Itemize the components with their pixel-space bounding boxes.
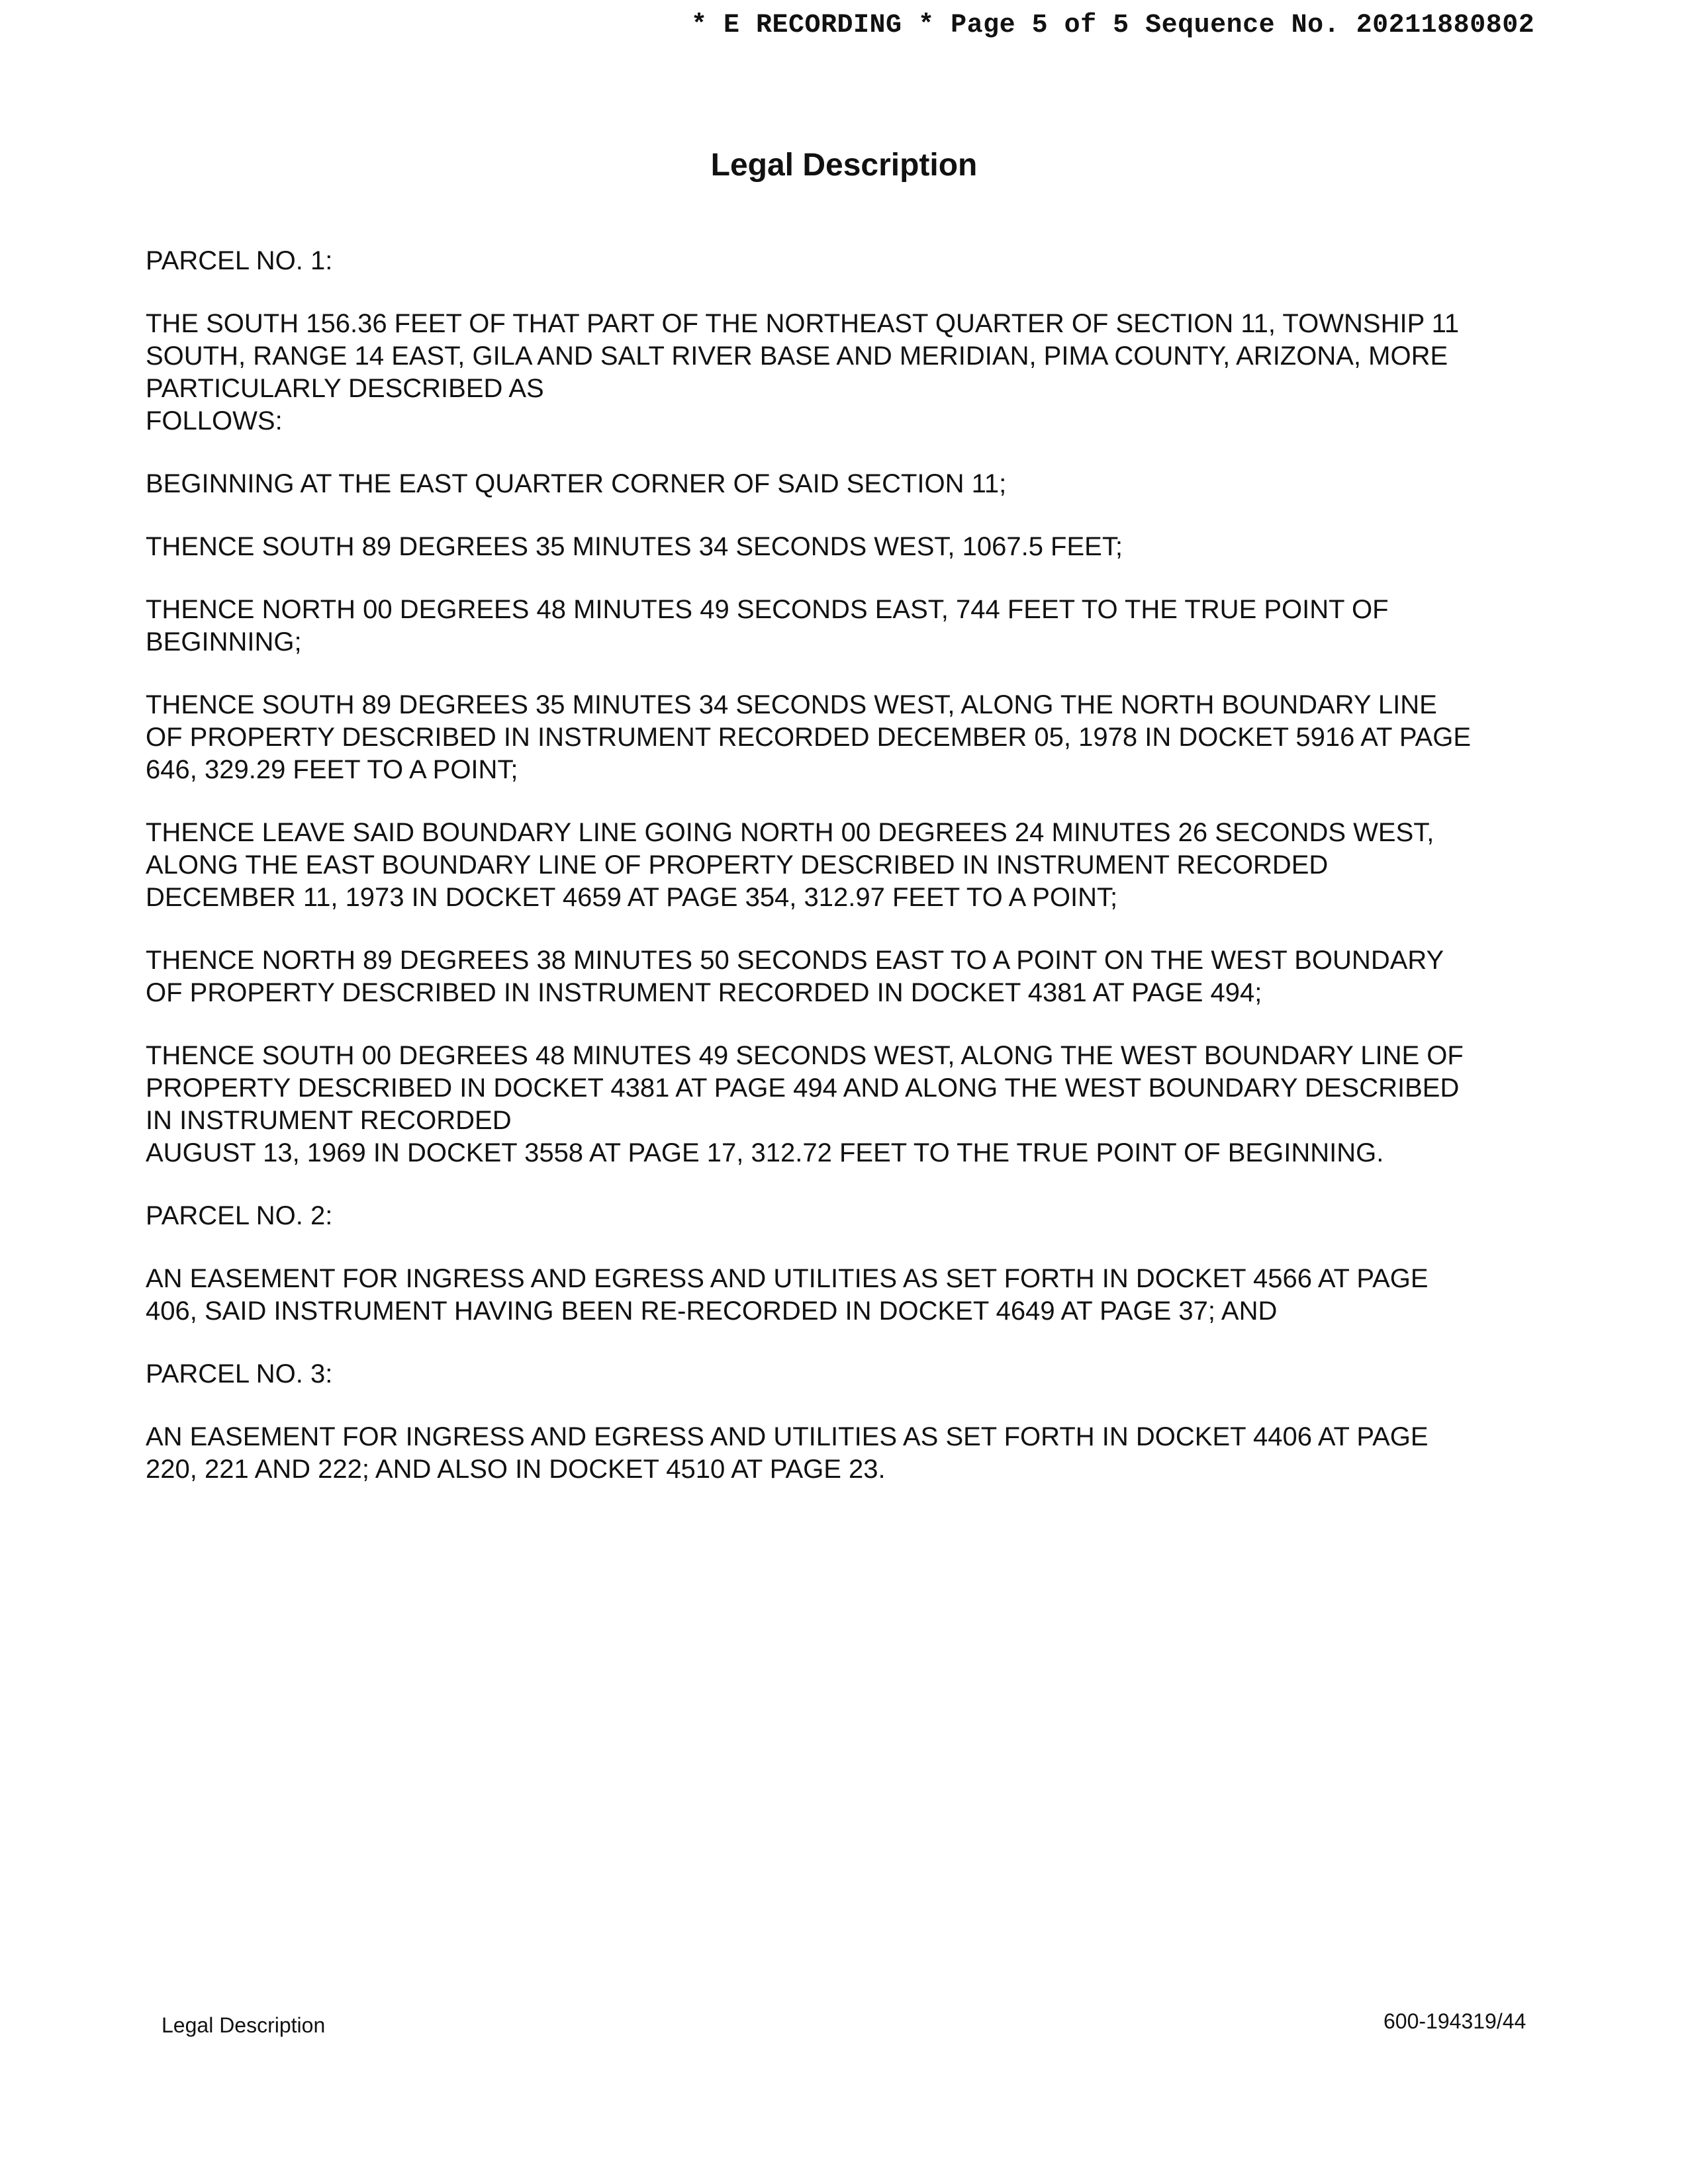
- course-4: THENCE LEAVE SAID BOUNDARY LINE GOING NORTH 00 DEGREES 24 MINUTES 26 SECONDS WEST, ALONG THE EAST BOUNDARY LINE OF PROPERTY DESCRIBED IN INSTRUMENT RECORDED DECEMBER 11, 1973 IN DOCKET 4659 AT PAGE 354, 312.97 FEET TO A POINT;: [146, 818, 1434, 912]
- parcel-3-heading: PARCEL NO. 3:: [146, 1359, 333, 1388]
- footer-file-number: 600-194319/44: [1383, 2009, 1526, 2033]
- course-6: THENCE SOUTH 00 DEGREES 48 MINUTES 49 SECONDS WEST, ALONG THE WEST BOUNDARY LINE OF PROPERTY DESCRIBED IN DOCKET 4381 AT PAGE 494 AND ALONG THE WEST BOUNDARY DESCRIBED IN INSTRUMENT RECORDED AUGUST 13, 1969 IN DOCKET 3558 AT PAGE 17, 312.72 FEET TO THE TRUE POINT OF BEGINNING.: [146, 1041, 1464, 1167]
- course-5: THENCE NORTH 89 DEGREES 38 MINUTES 50 SECONDS EAST TO A POINT ON THE WEST BOUNDARY OF PROPERTY DESCRIBED IN INSTRUMENT RECORDED IN DOCKET 4381 AT PAGE 494;: [146, 946, 1444, 1007]
- course-2: THENCE NORTH 00 DEGREES 48 MINUTES 49 SECONDS EAST, 744 FEET TO THE TRUE POINT OF BEGINNING;: [146, 595, 1389, 657]
- parcel-3-description: AN EASEMENT FOR INGRESS AND EGRESS AND UTILITIES AS SET FORTH IN DOCKET 4406 AT PAGE 220, 221 AND 222; AND ALSO IN DOCKET 4510 AT PAGE 23.: [146, 1422, 1429, 1484]
- parcel-2-description: AN EASEMENT FOR INGRESS AND EGRESS AND UTILITIES AS SET FORTH IN DOCKET 4566 AT PAGE 406, SAID INSTRUMENT HAVING BEEN RE-RECORDED IN DOCKET 4649 AT PAGE 37; AND: [146, 1264, 1429, 1326]
- footer-document-label: Legal Description: [162, 2013, 326, 2037]
- parcel-1-heading: PARCEL NO. 1:: [146, 246, 333, 275]
- point-of-commencement: BEGINNING AT THE EAST QUARTER CORNER OF SAID SECTION 11;: [146, 469, 1007, 498]
- course-3: THENCE SOUTH 89 DEGREES 35 MINUTES 34 SECONDS WEST, ALONG THE NORTH BOUNDARY LINE OF PROPERTY DESCRIBED IN INSTRUMENT RECORDED DECEMBER 05, 1978 IN DOCKET 5916 AT PAGE 646, 329.29 FEET TO A POINT;: [146, 690, 1472, 784]
- document-title: Legal Description: [710, 148, 978, 183]
- recording-stamp: * E RECORDING * Page 5 of 5 Sequence No. 20211880802: [691, 11, 1535, 40]
- legal-description-body: [146, 245, 1549, 1516]
- course-1: THENCE SOUTH 89 DEGREES 35 MINUTES 34 SECONDS WEST, 1067.5 FEET;: [146, 532, 1123, 561]
- parcel-2-heading: PARCEL NO. 2:: [146, 1201, 333, 1230]
- parcel-1-description: THE SOUTH 156.36 FEET OF THAT PART OF THE NORTHEAST QUARTER OF SECTION 11, TOWNSHIP 11 SOUTH, RANGE 14 EAST, GILA AND SALT RIVER BASE AND MERIDIAN, PIMA COUNTY, ARIZONA, MORE PARTICULARLY DESCRIBED AS FOLLOWS:: [146, 309, 1460, 435]
